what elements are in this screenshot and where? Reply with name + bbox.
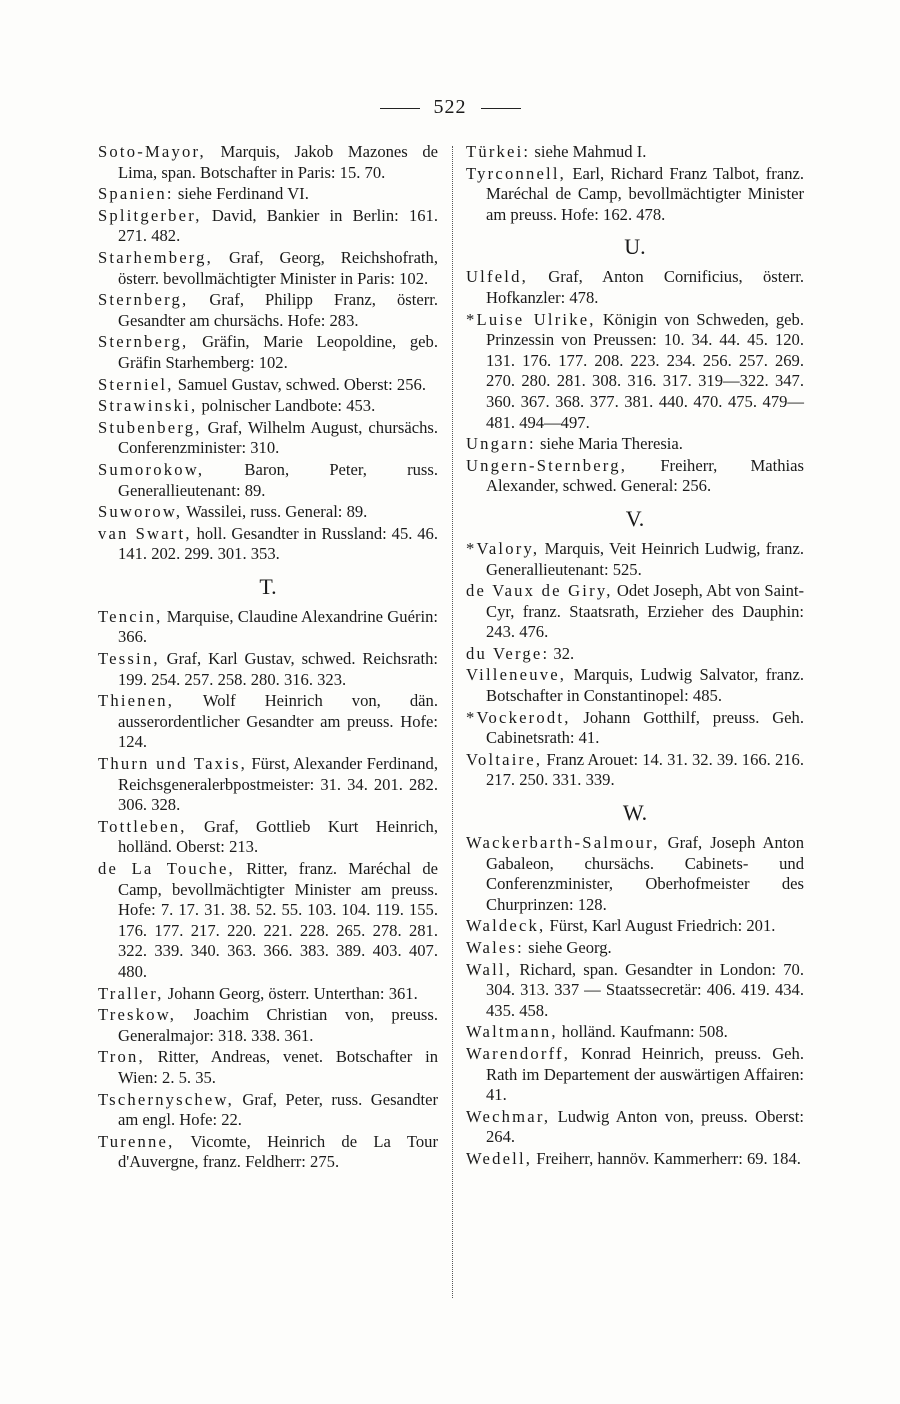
entry-text: Graf, Wilhelm August, chursächs. Conferenzminister: 310. — [118, 417, 439, 458]
index-entry — [98, 754, 438, 816]
index-column-left — [98, 142, 438, 1174]
index-entry — [466, 164, 804, 226]
entry-name: Tschernyschew, — [98, 1089, 234, 1109]
index-entry — [98, 859, 438, 983]
section-heading: T. — [259, 573, 277, 599]
index-entry — [466, 310, 804, 434]
header-dash-left — [380, 108, 420, 109]
entry-text: Fürst, Karl August Friedrich: 201. — [549, 916, 776, 936]
entry-text: Freiherr, hannöv. Kammerherr: 69. 184. — [536, 1148, 801, 1168]
entry-name: Soto-Mayor, — [98, 142, 206, 161]
entry-text: Graf, Peter, russ. Gesandter am engl. Hofe: 22. — [118, 1089, 438, 1130]
entry-name: Thurn und Taxis, — [98, 754, 247, 774]
index-entry — [466, 938, 804, 959]
column-divider — [452, 146, 453, 1298]
index-entry — [98, 691, 438, 753]
index-entry — [466, 142, 804, 163]
entry-name: Villeneuve, — [466, 665, 567, 685]
index-entry — [466, 708, 804, 749]
entry-name: Tyrconnell, — [466, 163, 566, 183]
header-dash-right — [481, 108, 521, 109]
entry-name: Sterniel, — [98, 374, 174, 394]
entry-name: Wall, — [466, 959, 513, 979]
entry-name: du Verge: — [466, 643, 550, 663]
entry-name: Spanien: — [98, 184, 174, 204]
index-entry — [98, 184, 438, 205]
entry-text: siehe Ferdinand VI. — [177, 184, 309, 204]
index-entry — [466, 1149, 804, 1170]
entry-text: Marquis, Jakob Mazones de Lima, span. Botschafter in Paris: 15. 70. — [118, 142, 438, 182]
entry-name: Splitgerber, — [98, 205, 202, 225]
entry-text: siehe Georg. — [528, 938, 612, 957]
index-entry — [466, 1044, 804, 1106]
entry-text: Graf, Karl Gustav, schwed. Reichsrath: 199. 254. 257. 258. 280. 316. 323. — [118, 649, 438, 689]
index-entry — [466, 434, 804, 455]
entry-name: Waltmann, — [466, 1022, 558, 1042]
entry-name: Sumorokow, — [98, 459, 205, 479]
entry-text: Wassilei, russ. General: 89. — [186, 502, 368, 522]
page-header — [0, 96, 900, 119]
entry-text: holländ. Kaufmann: 508. — [561, 1022, 728, 1042]
entry-text: Königin von Schweden, geb. Prinzessin von Preussen: 10. 34. 44. 45. 120. 131. 176. 177. 208. 223. 234. 256. 257. 269. 270. 280. 281. 308. 316. 317. 319—322. 347. 360. 367. 368. 377. 381. 440. 470. 475. 479—481. 494—497. — [486, 309, 804, 432]
entry-name: Wales: — [466, 938, 524, 957]
entry-name: Wechmar, — [466, 1106, 551, 1126]
index-entry — [98, 396, 438, 417]
index-entry — [98, 1090, 438, 1131]
index-entry — [98, 375, 438, 396]
index-entry — [466, 960, 804, 1022]
entry-name: de La Touche, — [98, 859, 235, 878]
entry-text: Marquise, Claudine Alexandrine Guérin: 366. — [118, 606, 438, 647]
entry-name: Suworow, — [98, 502, 183, 522]
index-entry — [466, 1107, 804, 1148]
entry-text: Ritter, franz. Maréchal de Camp, bevollmächtigter Minister am preuss. Hofe: 7. 17. 31. 38. 52. 55. 103. 104. 119. 155. 176. 177. 217. 220. 221. 228. 265. 278. 281. 322. 339. 340. 363. 366. 383. 389. 403. 407. 480. — [118, 859, 438, 981]
index-entry — [466, 581, 804, 643]
entry-text: 32. — [553, 643, 575, 663]
entry-text: Baron, Peter, russ. Generallieutenant: 89. — [118, 459, 438, 500]
entry-text: Graf, Anton Cornificius, österr. Hofkanzler: 478. — [486, 267, 804, 307]
entry-name: *Vockerodt, — [466, 707, 571, 727]
index-entry — [98, 206, 438, 247]
entry-text: Graf, Georg, Reichshofrath, österr. bevollmächtigter Minister in Paris: 102. — [118, 247, 438, 288]
index-entry — [466, 833, 804, 915]
entry-name: Sternberg, — [98, 332, 189, 352]
index-entry — [98, 142, 438, 183]
entry-name: Ungern-Sternberg, — [466, 455, 628, 475]
entry-name: Turenne, — [98, 1131, 175, 1151]
entry-text: siehe Maria Theresia. — [539, 434, 683, 454]
entry-name: Stubenberg, — [98, 417, 202, 437]
entry-name: van Swart, — [98, 523, 192, 543]
entry-text: Richard, span. Gesandter in London: 70. 304. 313. 337 — Staatssecretär: 406. 419. 434. 435. 458. — [486, 959, 804, 1020]
index-entry — [98, 502, 438, 523]
index-entry — [98, 332, 438, 373]
entry-name: Ungarn: — [466, 434, 536, 454]
index-entry — [98, 524, 438, 565]
index-entry — [466, 644, 804, 665]
entry-text: Konrad Heinrich, preuss. Geh. Rath im Departement der auswärtigen Affairen: 41. — [486, 1043, 804, 1105]
entry-text: Wolf Heinrich von, dän. ausserordentlicher Gesandter am preuss. Hofe: 124. — [118, 691, 438, 752]
entry-name: *Valory, — [466, 538, 540, 558]
entry-name: Starhemberg, — [98, 247, 214, 267]
page-number: 522 — [433, 96, 467, 118]
entry-text: Freiherr, Mathias Alexander, schwed. General: 256. — [486, 455, 804, 496]
entry-text: Fürst, Alexander Ferdinand, Reichsgeneralerbpostmeister: 31. 34. 201. 282. 306. 328. — [118, 754, 439, 815]
section-heading: V. — [625, 505, 645, 531]
entry-name: Waldeck, — [466, 916, 546, 936]
entry-text: Graf, Philipp Franz, österr. Gesandter am chursächs. Hofe: 283. — [118, 290, 438, 330]
entry-text: Graf, Gottlieb Kurt Heinrich, holländ. Oberst: 213. — [118, 816, 438, 857]
entry-name: Strawinski, — [98, 396, 198, 416]
index-entry — [98, 460, 438, 501]
entry-name: Thienen, — [98, 691, 175, 711]
entry-text: Samuel Gustav, schwed. Oberst: 256. — [177, 374, 426, 394]
entry-text: siehe Mahmud I. — [534, 142, 647, 161]
entry-text: Johann Gotthilf, preuss. Geh. Cabinetsrath: 41. — [486, 707, 804, 748]
index-column-right — [466, 142, 804, 1171]
entry-name: *Luise Ulrike, — [466, 309, 596, 329]
entry-text: Gräfin, Marie Leopoldine, geb. Gräfin Starhemberg: 102. — [118, 332, 438, 372]
index-entry — [466, 665, 804, 706]
index-entry — [98, 984, 438, 1005]
entry-name: Tessin, — [98, 649, 160, 669]
index-entry — [98, 817, 438, 858]
entry-name: Wedell, — [466, 1148, 533, 1168]
entry-text: Franz Arouet: 14. 31. 32. 39. 166. 216. 217. 250. 331. 339. — [486, 749, 804, 790]
entry-text: Ritter, Andreas, venet. Botschafter in Wien: 2. 5. 35. — [118, 1047, 438, 1087]
entry-text: Graf, Joseph Anton Gabaleon, chursächs. Cabinets- und Conferenzminister, Oberhofmeister des Churprinzen: 128. — [486, 833, 804, 914]
entry-text: Johann Georg, österr. Unterthan: 361. — [167, 983, 418, 1003]
index-entry — [466, 750, 804, 791]
entry-text: Ludwig Anton von, preuss. Oberst: 264. — [486, 1106, 804, 1147]
entry-text: David, Bankier in Berlin: 161. 271. 482. — [118, 205, 439, 246]
entry-name: Türkei: — [466, 142, 531, 161]
index-entry — [98, 1047, 438, 1088]
index-entry — [98, 418, 438, 459]
entry-text: polnischer Landbote: 453. — [201, 396, 376, 416]
entry-text: Earl, Richard Franz Talbot, franz. Maréchal de Camp, bevollmächtigter Minister am preuss. Hofe: 162. 478. — [486, 163, 805, 224]
index-entry — [98, 290, 438, 331]
index-entry — [466, 539, 804, 580]
entry-name: Tottleben, — [98, 816, 187, 836]
entry-name: Tron, — [98, 1047, 145, 1067]
index-entry — [98, 607, 438, 648]
entry-text: holl. Gesandter in Russland: 45. 46. 141. 202. 299. 301. 353. — [118, 523, 438, 564]
entry-name: Wackerbarth-Salmour, — [466, 833, 660, 853]
index-entry — [98, 1132, 438, 1173]
entry-text: Vicomte, Heinrich de La Tour d'Auvergne, franz. Feldherr: 275. — [118, 1131, 438, 1172]
entry-name: Tencin, — [98, 606, 163, 626]
section-heading: W. — [622, 800, 648, 826]
entry-name: Voltaire, — [466, 749, 543, 769]
entry-text: Marquis, Ludwig Salvator, franz. Botschafter in Constantinopel: 485. — [486, 665, 804, 706]
index-entry — [466, 916, 804, 937]
index-entry — [98, 248, 438, 289]
index-entry — [98, 1005, 438, 1046]
entry-name: de Vaux de Giry, — [466, 581, 613, 601]
entry-text: Odet Joseph, Abt von Saint-Cyr, franz. Staatsrath, Erzieher des Dauphin: 243. 476. — [486, 581, 804, 642]
entry-name: Traller, — [98, 983, 164, 1003]
entry-name: Treskow, — [98, 1005, 177, 1025]
entry-text: Joachim Christian von, preuss. Generalmajor: 318. 338. 361. — [118, 1005, 438, 1045]
index-entry — [98, 649, 438, 690]
index-entry — [466, 1022, 804, 1043]
entry-text: Marquis, Veit Heinrich Ludwig, franz. Generallieutenant: 525. — [486, 538, 804, 579]
section-heading: U. — [624, 234, 646, 260]
entry-name: Sternberg, — [98, 290, 189, 310]
entry-name: Ulfeld, — [466, 267, 528, 287]
index-entry — [466, 456, 804, 497]
index-entry — [466, 267, 804, 308]
entry-name: Warendorff, — [466, 1043, 571, 1063]
